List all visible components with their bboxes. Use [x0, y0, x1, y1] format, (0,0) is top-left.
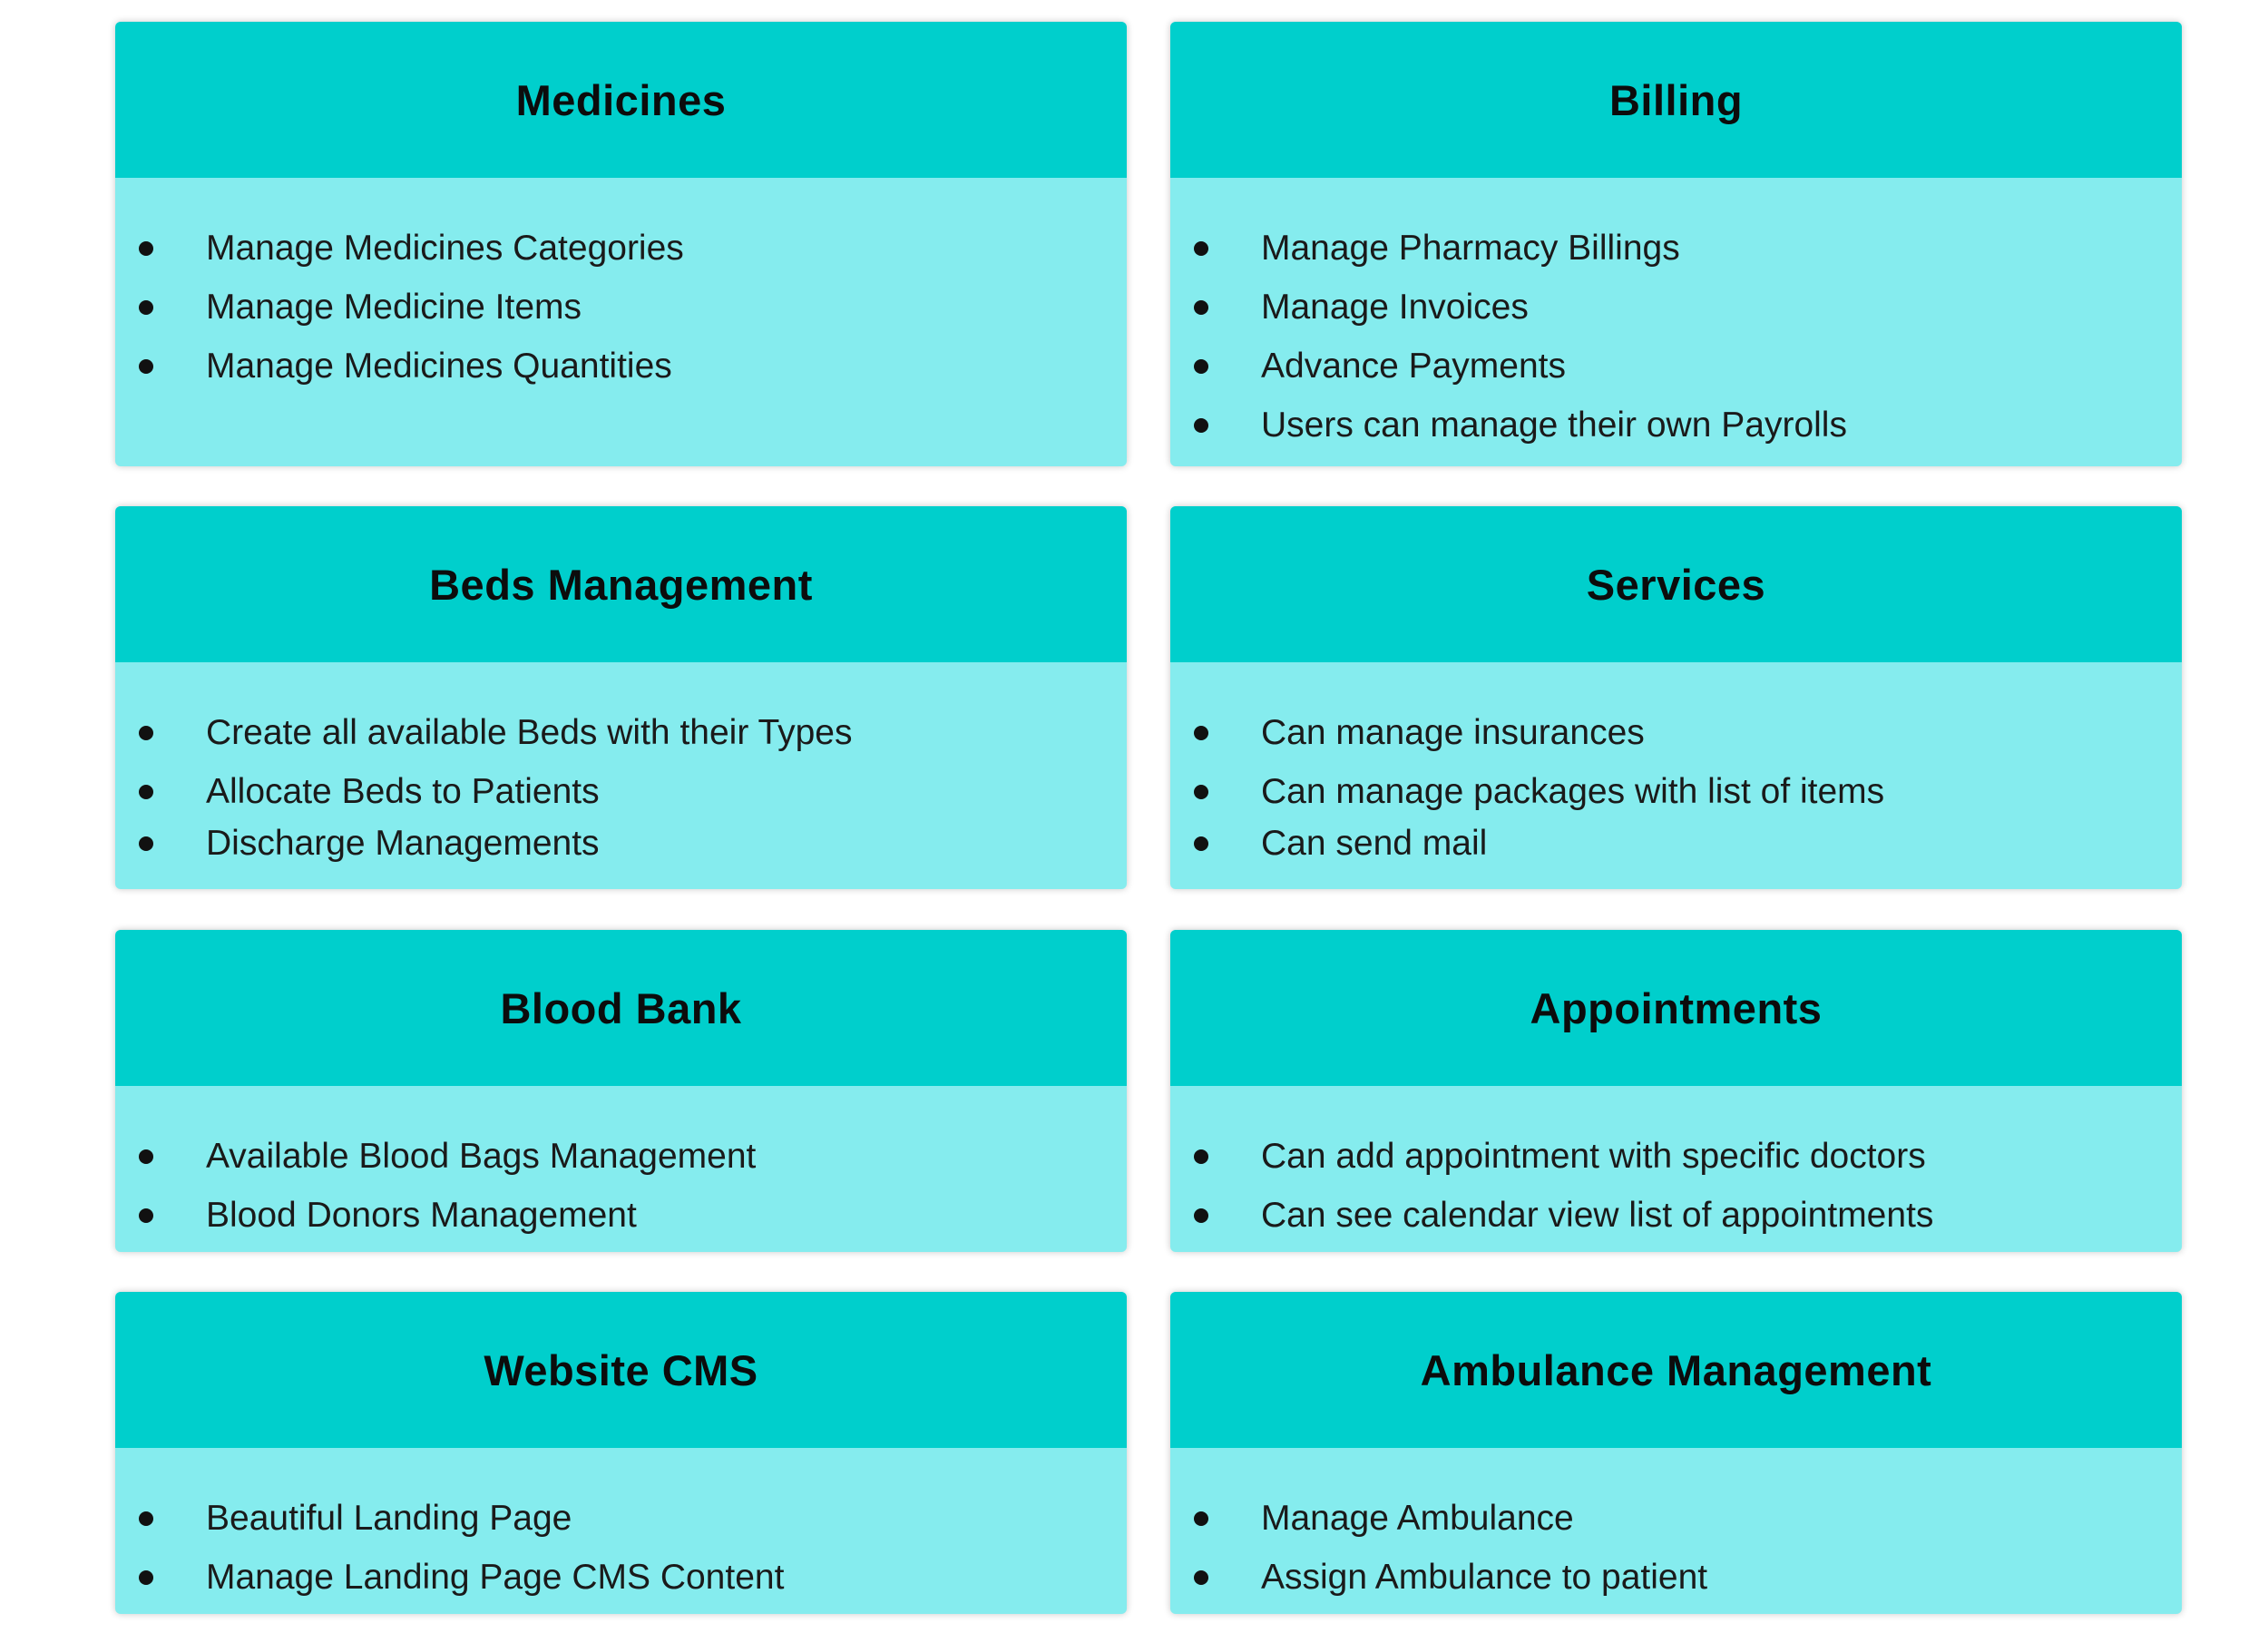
list-item-text: Available Blood Bags Management — [206, 1137, 757, 1176]
list-item-text: Manage Landing Page CMS Content — [206, 1558, 785, 1597]
feature-card-ambulance-management — [1170, 1292, 2182, 1614]
card-header — [115, 1292, 1127, 1448]
card-title: Services — [1586, 560, 1766, 609]
feature-card-billing — [1170, 22, 2182, 466]
bullet-icon — [139, 785, 153, 799]
feature-card-website-cms — [115, 1292, 1127, 1614]
feature-card-appointments — [1170, 930, 2182, 1252]
bullet-icon — [1194, 300, 1208, 315]
bullet-icon — [1194, 1208, 1208, 1223]
list-item-text: Can add appointment with specific doctors — [1261, 1137, 1926, 1176]
bullet-icon — [1194, 836, 1208, 851]
bullet-icon — [1194, 1511, 1208, 1526]
feature-card-services — [1170, 506, 2182, 889]
bullet-icon — [139, 1570, 153, 1585]
list-item-text: Manage Medicine Items — [206, 288, 582, 327]
card-title: Beds Management — [429, 560, 813, 609]
bullet-icon — [139, 1511, 153, 1526]
bullet-icon — [1194, 785, 1208, 799]
bullet-icon — [139, 300, 153, 315]
card-title: Billing — [1608, 75, 1744, 124]
list-item-text: Manage Medicines Categories — [206, 229, 684, 268]
list-item-text: Manage Ambulance — [1261, 1499, 1574, 1538]
list-item-text: Can see calendar view list of appointments — [1261, 1196, 1934, 1235]
list-item-text: Blood Donors Management — [206, 1196, 637, 1235]
card-title: Ambulance Management — [1420, 1345, 1932, 1394]
card-header — [1170, 22, 2182, 178]
card-header — [1170, 1292, 2182, 1448]
card-title: Medicines — [515, 75, 727, 124]
card-title: Website CMS — [484, 1345, 758, 1394]
list-item-text: Beautiful Landing Page — [206, 1499, 572, 1538]
list-item-text: Create all available Beds with their Types — [206, 713, 853, 752]
feature-card-medicines — [115, 22, 1127, 466]
list-item-text: Users can manage their own Payrolls — [1261, 406, 1847, 445]
bullet-icon — [1194, 359, 1208, 374]
feature-card-beds-management — [115, 506, 1127, 889]
card-header — [1170, 930, 2182, 1086]
bullet-icon — [139, 836, 153, 851]
list-item-text: Manage Invoices — [1261, 288, 1529, 327]
bullet-icon — [139, 359, 153, 374]
list-item-text: Can manage packages with list of items — [1261, 772, 1885, 811]
bullet-icon — [1194, 1570, 1208, 1585]
card-title: Appointments — [1530, 983, 1823, 1032]
bullet-icon — [1194, 1149, 1208, 1164]
card-header — [115, 506, 1127, 662]
card-header — [115, 22, 1127, 178]
list-item-text: Manage Medicines Quantities — [206, 347, 672, 386]
bullet-icon — [1194, 418, 1208, 433]
list-item-text: Assign Ambulance to patient — [1261, 1558, 1708, 1597]
bullet-icon — [139, 241, 153, 256]
card-header — [1170, 506, 2182, 662]
list-item-text: Can manage insurances — [1261, 713, 1645, 752]
list-item-text: Discharge Managements — [206, 824, 600, 863]
bullet-icon — [1194, 241, 1208, 256]
card-title: Blood Bank — [500, 983, 742, 1032]
list-item-text: Allocate Beds to Patients — [206, 772, 600, 811]
list-item-text: Manage Pharmacy Billings — [1261, 229, 1680, 268]
list-item-text: Advance Payments — [1261, 347, 1567, 386]
bullet-icon — [139, 1208, 153, 1223]
feature-card-blood-bank — [115, 930, 1127, 1252]
bullet-icon — [139, 726, 153, 740]
list-item-text: Can send mail — [1261, 824, 1488, 863]
bullet-icon — [1194, 726, 1208, 740]
bullet-icon — [139, 1149, 153, 1164]
card-header — [115, 930, 1127, 1086]
